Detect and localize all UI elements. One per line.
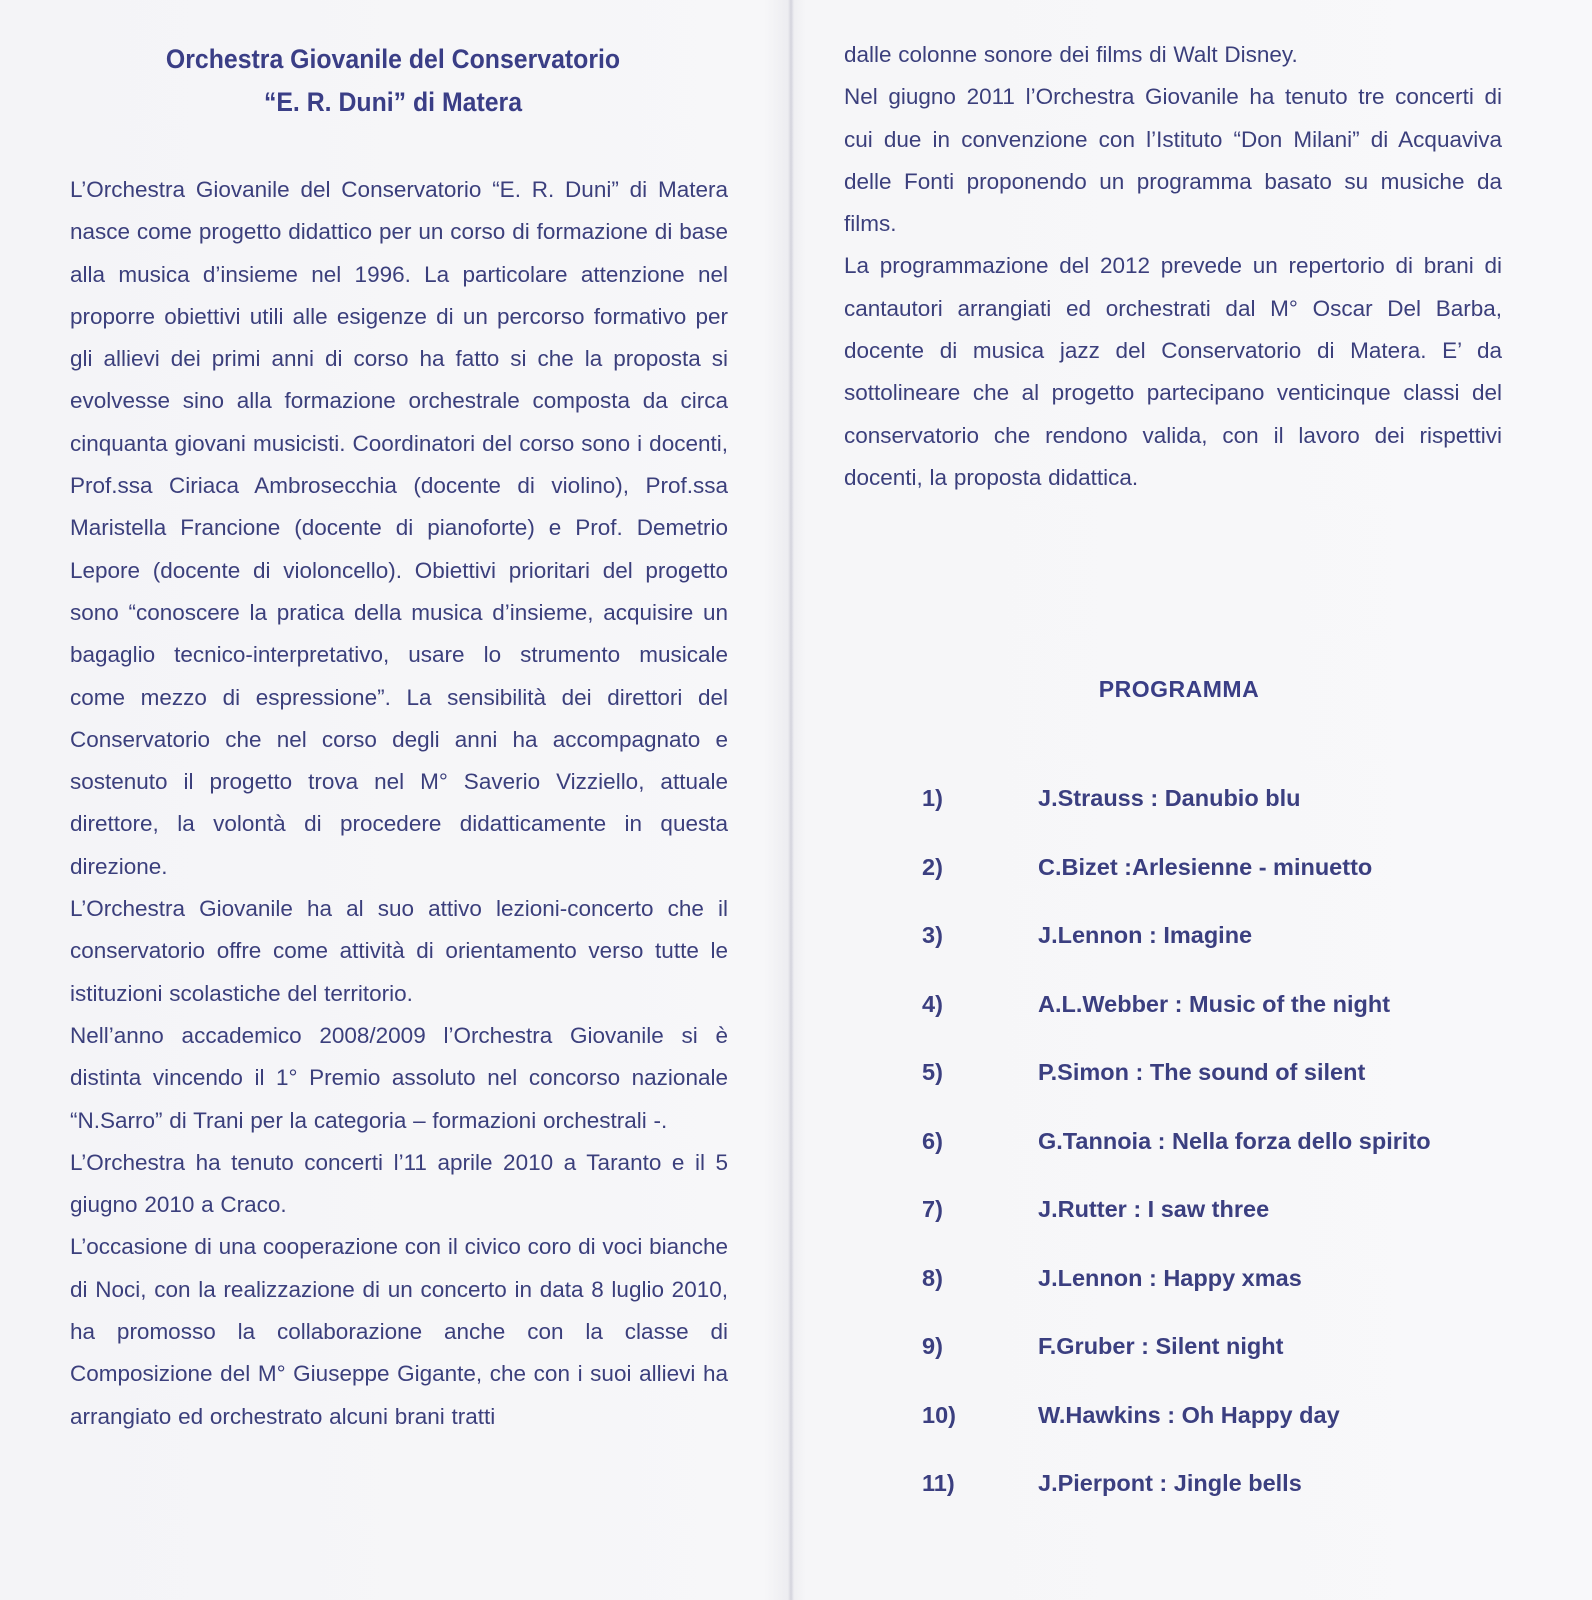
program-item bbox=[794, 1470, 1592, 1539]
left-page bbox=[0, 0, 790, 1600]
program-heading: PROGRAMMA bbox=[1098, 676, 1260, 702]
program-item bbox=[794, 1265, 1592, 1334]
program-list bbox=[794, 785, 1592, 1539]
program-item-number: 3) bbox=[922, 922, 943, 948]
program-item-number: 7) bbox=[922, 1196, 943, 1222]
left-body-text bbox=[70, 169, 728, 1438]
program-item-number: 1) bbox=[922, 785, 943, 811]
program-item-title: C.Bizet :Arlesienne - minuetto bbox=[1038, 853, 1373, 880]
right-body-text bbox=[844, 34, 1502, 499]
program-item-number: 10) bbox=[922, 1401, 956, 1428]
title-line-1: Orchestra Giovanile del Conservatorio bbox=[165, 44, 621, 74]
paragraph: L’Orchestra Giovanile del Conservatorio “E. R. Duni” di Matera nasce come progetto didattico per un corso di formazione di base alla musica d’insieme nel 1996. La particolare attenzione nel proporre obiettivi utili alle esigenze di un percorso formativo per gli allievi dei primi anni di corso ha fatto si che la proposta si evolvesse sino alla formazione orchestrale composta da circa cinquanta giovani musicisti. Coordinatori del corso sono i docenti, Prof.ssa Ciriaca Ambrosecchia (docente di violino), Prof.ssa Maristella Francione (docente di pianoforte) e Prof. Demetrio Lepore (docente di violoncello). Obiettivi prioritari del progetto sono “conoscere la pratica della musica d’insieme, acquisire un bagaglio tecnico-interpretativo, usare lo strumento musicale come mezzo di espressione”. La sensibilità dei direttori del Conservatorio che nel corso degli anni ha accompagnato e sostenuto il progetto trova nel M° Saverio Vizziello, attuale direttore, la volontà di procedere didatticamente in questa direzione. bbox=[70, 177, 728, 879]
program-item-title: J.Pierpont : Jingle bells bbox=[1038, 1470, 1302, 1496]
program-item-title: A.L.Webber : Music of the night bbox=[1038, 990, 1391, 1017]
right-page bbox=[794, 0, 1592, 1600]
program-item-title: W.Hawkins : Oh Happy day bbox=[1038, 1401, 1340, 1428]
program-item-number: 4) bbox=[922, 990, 943, 1017]
program-item-number: 8) bbox=[922, 1264, 943, 1291]
program-item-number: 5) bbox=[922, 1059, 943, 1085]
paragraph: L’occasione di una cooperazione con il civico coro di voci bianche di Noci, con la realizzazione di un concerto in data 8 luglio 2010, ha promosso la collaborazione anche con la classe di Composizione del M° Giuseppe Gigante, che con i suoi allievi ha arrangiato ed orchestrato alcuni brani tratti bbox=[70, 1234, 728, 1429]
program-item bbox=[794, 1196, 1592, 1265]
program-item bbox=[794, 1402, 1592, 1471]
program-item bbox=[794, 1059, 1592, 1128]
program-item-title: J.Lennon : Imagine bbox=[1038, 922, 1253, 948]
paragraph: dalle colonne sonore dei films di Walt Disney. bbox=[844, 42, 1298, 67]
program-item bbox=[794, 1128, 1592, 1197]
paragraph: L’Orchestra Giovanile ha al suo attivo lezioni-concerto che il conservatorio offre come attività di orientamento verso tutte le istituzioni scolastiche del territorio. bbox=[70, 896, 728, 1006]
program-item bbox=[794, 854, 1592, 923]
title-line-2: “E. R. Duni” di Matera bbox=[263, 87, 523, 117]
program-item-title: J.Strauss : Danubio blu bbox=[1038, 785, 1301, 811]
paragraph: Nell’anno accademico 2008/2009 l’Orchestra Giovanile si è distinta vincendo il 1° Premio assoluto nel concorso nazionale “N.Sarro” di Trani per la categoria – formazioni orchestrali -. bbox=[70, 1022, 728, 1133]
program-item bbox=[794, 922, 1592, 991]
orchestra-title bbox=[96, 38, 690, 124]
paragraph: Nel giugno 2011 l’Orchestra Giovanile ha tenuto tre concerti di cui due in convenzione con l’Istituto “Don Milani” di Acquaviva delle Fonti proponendo un programma basato su musiche da films. bbox=[844, 84, 1502, 237]
program-item-title: F.Gruber : Silent night bbox=[1038, 1333, 1284, 1359]
program-item-number: 11) bbox=[922, 1470, 955, 1496]
program-item-number: 9) bbox=[922, 1333, 943, 1359]
paragraph: L’Orchestra ha tenuto concerti l’11 aprile 2010 a Taranto e il 5 giugno 2010 a Craco. bbox=[70, 1149, 728, 1218]
program-item bbox=[794, 1333, 1592, 1402]
program-item-title: J.Rutter : I saw three bbox=[1038, 1196, 1270, 1222]
program-item-number: 6) bbox=[922, 1127, 943, 1154]
program-item-number: 2) bbox=[922, 853, 943, 880]
program-item bbox=[794, 785, 1592, 854]
paragraph: La programmazione del 2012 prevede un repertorio di brani di cantautori arrangiati ed orchestrati dal M° Oscar Del Barba, docente di musica jazz del Conservatorio di Matera. E’ da sottolineare che al progetto partecipano venticinque classi del conservatorio che rendono valida, con il lavoro dei rispettivi docenti, la proposta didattica. bbox=[844, 253, 1502, 490]
program-item bbox=[794, 991, 1592, 1060]
program-item-title: G.Tannoia : Nella forza dello spirito bbox=[1038, 1127, 1431, 1154]
program-item-title: J.Lennon : Happy xmas bbox=[1038, 1264, 1302, 1291]
program-item-title: P.Simon : The sound of silent bbox=[1038, 1059, 1366, 1085]
